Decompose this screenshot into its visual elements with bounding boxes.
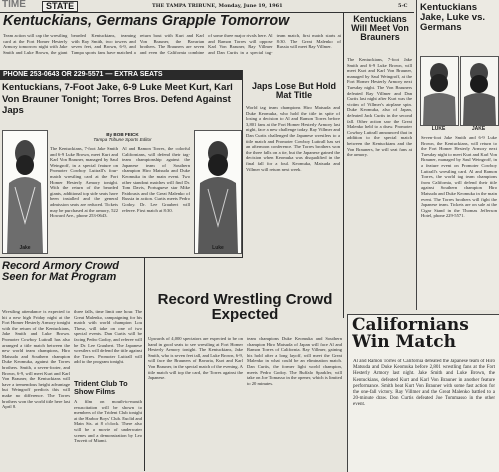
caption-jake: Jake xyxy=(19,245,31,251)
story-japs-text: World tag team champions Hiro Matsuda and Duke Keomuka, who hold the title in spite of losing a decision to Al and Ramon Torres before 3,801 fans at the Fort Homer Hesterly Armory last night, face a new challenge today. Ray Villmer and Dan Curtis challenged the Japanese wrestlers to a title match and Promoter Cowboy Luttrall has set an afternoon conference. The Torres brothers won the three falls on a tie, but the Japanese gained the decision when Keomuka was disqualified in the final fall for a foul. Keomuka, Matsuda and Villmer will return next week. xyxy=(246,105,340,172)
masthead xyxy=(0,0,414,12)
caption-luke: Luke xyxy=(212,245,224,251)
headline-californians: Californians Win Match xyxy=(352,317,469,352)
headline-main: Kentuckians, Germans Grapple Tomorrow xyxy=(3,14,290,29)
headline-record-crowd: Record Wrestling Crowd Expected xyxy=(157,292,333,323)
headline-jake-luke: Kentuckians Jake, Luke vs. Germans xyxy=(420,3,486,33)
phone-bar xyxy=(0,70,242,80)
story-record-crowd-col1: Upwards of 4,000 spectators are expected to be on hand in good seats to see wrestling at Fort Homer Hesterly Armory tonight. The Kentuckians, Jake Smith, who is seven feet tall, and Luke Brown, 6-9, will face the Brauners of Bavaria, Kurt and Karl Von Brauner, in the special match of the evening. A title match will top the card, the Torres against the Japanese. xyxy=(148,336,243,381)
masthead-page: 5-C xyxy=(398,3,408,9)
subheadline-trident: Trident Club To Show Films xyxy=(74,380,128,396)
caption-luke-small: LUKE xyxy=(431,126,446,132)
wrestler-luke-image xyxy=(195,131,241,253)
phone-bar-text: PHONE 253-0643 OR 229-5571 — EXTRA SEATS xyxy=(3,71,163,78)
headline-japs: Japs Lose But Hold Mat Title xyxy=(251,82,336,101)
wrestler-jake-small-image xyxy=(461,57,498,125)
story-record-crowd-col2: team champions Duke Keomuka and Southern champion Hiro Matsuda of Japan will face Al and Ramon Torres of California. Ray Villmer, gaining his hold after a long layoff, will meet the Great Malenko in what could be an elimination match. Dan Curtis, the former light world champion, meets Pedro Godoy. The Buffalo Sparkler, will take on Joe Tomasso in the opener, which is limited to 20 minutes. xyxy=(247,336,342,386)
masthead-paper: THE TAMPA TRIBUNE, Monday, June 19, 1961 xyxy=(152,3,283,9)
masthead-tag-left: TIME xyxy=(2,0,26,10)
masthead-tag-state: STATE xyxy=(42,1,78,12)
headline-brauners: Kentuckians Will Meet Von Brauners xyxy=(351,15,409,43)
byline-lead xyxy=(55,132,190,142)
story-californians xyxy=(347,314,499,472)
story-record-crowd xyxy=(146,290,344,471)
photo-luke xyxy=(194,130,242,254)
wrestler-jake-image xyxy=(3,131,47,253)
story-lead-col1: The Kentuckians, 7-foot Jake Smith and 6-9 Luke Brown, meet Kurt and Karl Von Brauner, managed by Saul Weingroff, in a special feature on Promoter Cowboy Luttrall's four-match wrestling card at the Fort Homer Hesterly Armory tonight. With the return of the bearded giants, additional top side seats have been installed and the general admission seats are reduced. Tickets may be purchased at the armory, 522 Howard Ave., phone 253-0643. xyxy=(50,146,118,219)
story-record-armory-col1: Wrestling attendance is expected to hit a new high Friday night at the Fort Homer Hesterly Armory tonight with the return of the Kentuckians, Jake Smith and Luke Brown. Promoter Cowboy Luttrall has also arranged a title match between the new world team champions, Hiro Matsuda and Southern champion Duke Keomuka, against the Torres brothers. Smith, a seven-footer, and Brown, 6-9, will meet Kurt and Karl Von Brauner, the Kentuckians will have a tremendous height advantage but Weingroff predicts this will make no difference. The Torres brothers won the world title here last April 8. xyxy=(2,309,70,410)
story-brauners-text: The Kentuckians, 7-foot Jake Smith and 6-9 Luke Brown, will meet Kurt and Karl Von Brauner, managed by Saul Weingroff, at the Fort Homer Hesterly Armory next Tuesday night. The Von Brauners defeated Ray Villmer and Dan Curtis last night after Kurt was the victim of Villmer's airplane spin. Duke Keomuka, also of Japan, defeated Jack Curtis in the second fall. Other action saw the Great Malenko held to a draw. Promoter Cowboy Luttrall announced that in addition to the special match between the Kentuckians and the Von Brauners, he will seat fans at the armory. xyxy=(347,57,412,158)
story-jake-luke xyxy=(416,0,499,310)
caption-jake-small: JAKE xyxy=(471,126,486,132)
story-japs xyxy=(243,80,343,256)
photo-jake-small xyxy=(460,56,499,126)
photo-luke-small xyxy=(420,56,459,126)
story-brauners xyxy=(345,13,414,318)
story-trident-text: A film on mouth-to-mouth resuscitation will be shown to members of the Trident Club tonight at the Harbor Boys' Club. Euclid and Main Sts. at 8 o'clock. There also will be a movie of underwater scenes and a demonstration by Leo Truvett of Miami. xyxy=(74,399,142,444)
story-jake-luke-text: Seven-foot Jake Smith and 6-9 Luke Brown, the Kentuckians, will return to the Fort Homer Hesterly Armory next Tuesday night to meet Kurt and Karl Von Brauner, managed by Saul Weingroff, in a feature event on Promoter Cowboy Luttrall's wrestling card. Al and Ramon Torres, the world tag team champions from California, will defend their title against Southern champion Hiro Matsuda and Duke Keomuka in the main event. The Torres brothers will fight the Japanese team. Tickets are on sale at the Cigar Stand in the Thomas Jefferson Hotel, phone 229-5571. xyxy=(421,135,497,219)
headline-lead: Kentuckians, 7-Foot Jake, 6-9 Luke Meet Kurt, Karl Von Brauner Tonight; Torres Bros. Defend Against Japs xyxy=(2,82,233,116)
headline-record-armory: Record Armory Crowd Seen for Mat Program xyxy=(2,261,119,284)
story-record-armory xyxy=(0,259,144,471)
story-main xyxy=(0,13,343,69)
story-californians-text: Al and Ramon Torres of California defeated the Japanese team of Hiro Matsuda and Duke Keomuka before 2,801 wrestling fans at the Fort Hesterly Armory last night. Jake Smith and Luke Brown, the Kentuckians, defeated Kurt and Karl Von Brauner in another feature performance. Smith beat Kurt Von Brauner with some fast action for the one-fall victory. Ray Villmer and the Great Malenko battled to a 20-minute draw. Don Curtis defeated Joe Tommasso in the other event. xyxy=(353,359,495,408)
photo-jake xyxy=(2,130,48,254)
story-main-text: Team action will cap the wrestling card at the Fort Homer Hesterly Armory tomorrow night with Jake Smith and Luke Brown, the giant bearded Kentuckians, teaming with Ray Smith, two towers and seven feet, and Brown, 6-9, and Tampa sports fans have matched a return bout with Kurt and Karl Von Brauner, the Bavarian brothers. The Brauners are seven and even the California combine of some three major rivals here. Al and Ramon Torres will oppose Karl Von Brauner, Ray Villmer and Dan Curtis in a special tag-team match, first match starts at 8:30. The Great Malenko of Russia will meet Ray Villmer. xyxy=(3,33,341,55)
wrestler-luke-small-image xyxy=(421,57,458,125)
byline-author: By BOB FEICK xyxy=(106,132,139,137)
story-record-armory-col2: three falls, time limit one hour. The Great Malenko, campaigning for his match with world champion Lou Thesz, will take on one of two special events. Dan Curtis will be facing Pedro Godoy, and referee will be Dr. Lee Graubert. The Japanese wrestlers will defend the title against the Torres. Promoter Luttrall will add to the program tonight. xyxy=(74,309,142,365)
byline-role: Tampa Tribune Sports Editor xyxy=(93,137,152,142)
story-lead-col2: Al and Ramon Torres, the colorful Californians, will defend their tag-team championship against the Japanese team of Southern champion Hiro Matsuda and Duke Keomuka in the main event. Two other standout matches will find Dr. Tom Davis, Portuguese star Mike Paidousis and the Great Malenko of Russia in action. Curtis meets Pedro Godoy. Dr. Lee Graubert will referee. First match at 8:30. xyxy=(122,146,190,213)
story-lead xyxy=(0,80,242,256)
